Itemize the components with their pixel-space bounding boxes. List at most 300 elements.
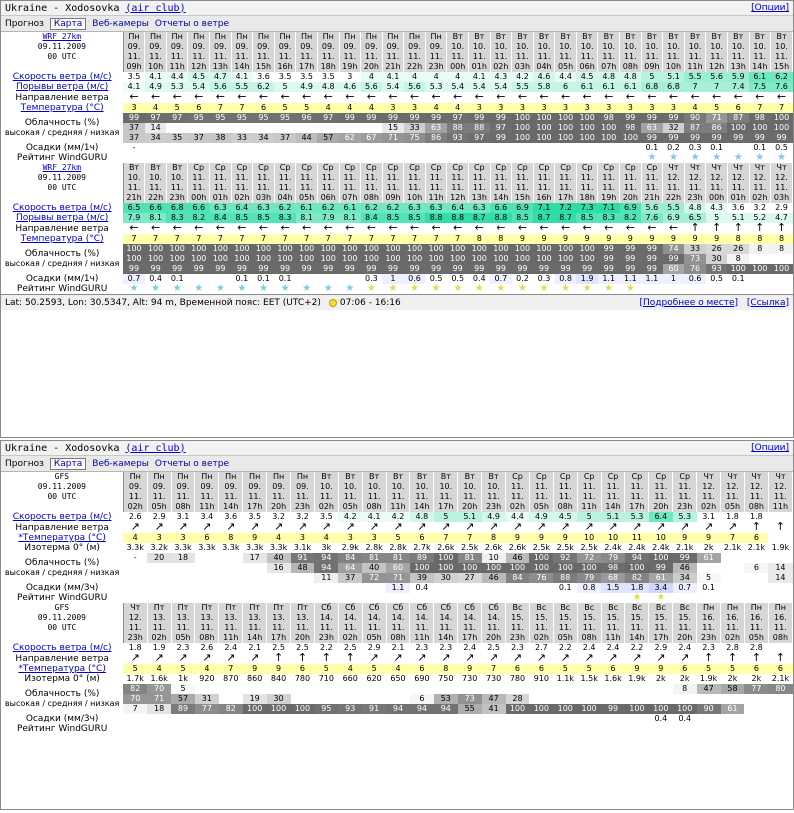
wind-direction-cell	[553, 522, 577, 533]
place-details-link[interactable]: [Подробнее о месте]	[639, 297, 739, 308]
model-link[interactable]: WRF 27km	[42, 163, 82, 172]
header-row-run-hour	[1, 623, 793, 633]
clouds-cell: 100	[410, 563, 434, 573]
header-cell: 11.	[434, 492, 458, 502]
header-cell: 11.	[253, 183, 275, 193]
precip-cell	[771, 274, 793, 284]
wind-direction-label: Направление ветра	[1, 653, 123, 664]
header-cell: Вт	[706, 32, 728, 42]
clouds-cell: 99	[425, 264, 447, 274]
air-club-link-1[interactable]: (air club)	[125, 2, 186, 14]
temperature-cell: 8	[219, 533, 243, 543]
temperature-cell: 5	[577, 664, 601, 674]
clouds-cell	[768, 694, 792, 704]
header-cell: 07h	[339, 193, 361, 203]
clouds-cell: 72	[577, 553, 601, 563]
clouds-cell: 100	[553, 563, 577, 573]
rating-cell	[601, 593, 625, 603]
header-cell: 11.	[253, 52, 275, 62]
wind-direction-cell	[188, 223, 210, 234]
clouds-cell: 99	[361, 264, 383, 274]
rating-star-icon: ★	[237, 284, 247, 294]
isotherm-cell: 1.7k	[126, 674, 144, 683]
menu-item-wind-reports-2[interactable]: Отчеты о ветре	[154, 458, 229, 469]
clouds-cell: 100	[253, 254, 275, 264]
clouds-cell: 100	[555, 113, 577, 123]
wind-direction-arrow-icon: ↑	[775, 653, 786, 664]
clouds-cell	[243, 573, 267, 583]
clouds-cell: 100	[533, 113, 555, 123]
header-cell: 07h	[598, 62, 620, 72]
clouds-cell	[195, 684, 219, 694]
isotherm-cell: 3.1k	[293, 543, 312, 552]
precip-cell	[339, 274, 361, 284]
temperature-cell: 6	[253, 103, 275, 113]
header-cell: 02h	[529, 633, 553, 643]
wind-direction-cell	[253, 223, 275, 234]
wind-direction-cell	[641, 92, 663, 103]
wind-direction-cell	[697, 653, 721, 664]
clouds-cell: 100	[555, 123, 577, 133]
header-cell: Ср	[620, 163, 642, 173]
rating-cell	[145, 284, 167, 294]
rating-cell	[468, 153, 490, 163]
clouds-cell: 72	[362, 573, 386, 583]
clouds-cell	[749, 254, 771, 264]
header-cell: 11.	[296, 183, 318, 193]
header-cell: 10.	[533, 42, 555, 52]
header-row-run-date	[1, 173, 793, 183]
clouds-cell: 99	[512, 264, 534, 274]
rating-cell	[382, 284, 404, 294]
header-cell: 11.	[749, 52, 771, 62]
header-cell: 17h	[625, 502, 649, 512]
clouds-cell: 100	[188, 254, 210, 264]
clouds-cell	[529, 694, 553, 704]
precip-cell	[458, 583, 482, 593]
header-cell: 11.	[382, 52, 404, 62]
clouds-cell: 62	[339, 133, 361, 143]
header-cell: 11.	[727, 52, 749, 62]
rating-cell	[274, 284, 296, 294]
temperature-cell: 4	[361, 103, 383, 113]
clouds-cell	[243, 684, 267, 694]
rating-cell	[195, 593, 219, 603]
wind-speed-cell: 5	[434, 512, 458, 522]
wind-gusts-cell: 5	[706, 213, 728, 223]
clouds-cell: 94	[410, 704, 434, 714]
header-cell: Вт	[512, 32, 534, 42]
header-cell: Пн	[744, 603, 768, 613]
wind-speed-cell: 6.5	[123, 203, 145, 213]
wind-speed-cell: 2.2	[314, 643, 338, 653]
clouds-cell: 79	[601, 553, 625, 563]
options-link-1[interactable]: [Опции]	[751, 3, 789, 13]
rating-star-icon: ★	[582, 284, 592, 294]
wind-speed-cell: 5	[641, 72, 663, 82]
header-cell: 14.	[434, 613, 458, 623]
menu-item-wind-reports-1[interactable]: Отчеты о ветре	[154, 18, 229, 29]
header-cell: 05h	[362, 633, 386, 643]
wind-direction-cell	[145, 92, 167, 103]
header-cell: Чт	[771, 163, 793, 173]
rating-cell	[219, 593, 243, 603]
header-left-run-hour: 00 UTC	[1, 52, 123, 62]
model-link[interactable]: WRF 27km	[42, 32, 82, 41]
precip-cell	[410, 714, 434, 724]
clouds-cell	[291, 573, 315, 583]
header-cell: 11.	[620, 173, 642, 183]
clouds-cell: 82	[625, 573, 649, 583]
rating-cell	[576, 284, 598, 294]
menu-item-map-1[interactable]: Карта	[50, 18, 86, 30]
rating-cell	[267, 593, 291, 603]
clouds-cell	[253, 123, 275, 133]
wind-speed-label-link[interactable]: Скорость ветра (м/с)	[12, 72, 112, 82]
header-cell: 11.	[601, 492, 625, 502]
temperature-label-link[interactable]: *Температура (°C)	[18, 664, 106, 674]
wind-direction-arrow-icon: ↗	[369, 522, 379, 533]
header-cell: 18h	[576, 193, 598, 203]
header-left-model-name	[1, 32, 123, 42]
wind-direction-cell	[434, 522, 458, 533]
rating-star-icon: ★	[604, 284, 614, 294]
temperature-cell: 3	[147, 533, 171, 543]
precip-cell	[620, 143, 642, 153]
rating-row	[1, 724, 793, 734]
header-cell: Пн	[253, 32, 275, 42]
wind-speed-cell: 2.9	[649, 643, 673, 653]
precip-cell	[425, 143, 447, 153]
wind-gusts-label-link[interactable]: Порывы ветра (м/с)	[15, 213, 109, 223]
header-cell: Вс	[673, 603, 697, 613]
clouds-cell: 95	[314, 704, 338, 714]
header-cell: 18h	[317, 62, 339, 72]
clouds-cell: 84	[506, 573, 530, 583]
clouds-cell: 100	[145, 244, 167, 254]
header-cell: 11.	[555, 52, 577, 62]
rating-cell	[771, 153, 793, 163]
temperature-label-link[interactable]: *Температура (°C)	[18, 533, 106, 543]
header-cell: 11.	[529, 492, 553, 502]
header-cell: 11h	[386, 502, 410, 512]
menu-item-forecast-2[interactable]: Прогноз	[5, 458, 44, 469]
header-cell: 11h	[410, 633, 434, 643]
header-cell: Ср	[512, 163, 534, 173]
header-cell: 15h	[771, 62, 793, 72]
wind-speed-cell: 6.9	[620, 203, 642, 213]
header-cell: 11.	[274, 173, 296, 183]
wind-speed-label-link[interactable]: Скорость ветра (м/с)	[12, 512, 112, 522]
clouds-cell: 100	[625, 704, 649, 714]
wind-direction-cell	[361, 92, 383, 103]
temperature-cell: 5	[553, 664, 577, 674]
header-cell: 12.	[697, 482, 721, 492]
clouds-cell: 94	[434, 704, 458, 714]
clouds-cell: 100	[727, 123, 749, 133]
wind-gusts-label-link[interactable]: Порывы ветра (м/с)	[15, 82, 109, 92]
wind-gusts-cell: 7.9	[317, 213, 339, 223]
wind-gusts-cell: 5.4	[468, 82, 490, 92]
temperature-cell: 5	[362, 664, 386, 674]
clouds-cell: 99	[673, 553, 697, 563]
wind-gusts-cell: 5.5	[231, 82, 253, 92]
wind-direction-cell	[339, 92, 361, 103]
header-cell: 03h	[512, 62, 534, 72]
wind-direction-arrow-icon: ↗	[417, 653, 427, 664]
wind-direction-arrow-icon: ↗	[154, 522, 164, 533]
header-cell: 09.	[404, 42, 426, 52]
clouds-cell: 99	[166, 264, 188, 274]
wind-speed-cell: 2.5	[482, 643, 506, 653]
header-cell: 11.	[625, 623, 649, 633]
clouds-cell: 100	[253, 244, 275, 254]
wind-direction-cell	[490, 92, 512, 103]
wind-direction-cell	[267, 653, 291, 664]
clouds-cell	[147, 563, 171, 573]
clouds-cell: 100	[576, 244, 598, 254]
rating-cell	[243, 724, 267, 734]
clouds-cell: 99	[641, 133, 663, 143]
header-cell: 04h	[274, 193, 296, 203]
header-cell: 11.	[577, 482, 601, 492]
rating-cell	[231, 284, 253, 294]
clouds-cell: 100	[490, 254, 512, 264]
wind-speed-cell: 4.1	[468, 72, 490, 82]
wind-direction-arrow-icon: ←	[647, 92, 657, 103]
clouds-cell: 100	[512, 133, 534, 143]
wind-speed-cell: 2.6	[195, 643, 219, 653]
header-cell: Чт	[697, 472, 721, 482]
clouds-cell	[434, 684, 458, 694]
wind-gusts-cell: 5.8	[533, 82, 555, 92]
clouds-cell: 99	[145, 264, 167, 274]
wind-speed-cell: 2.3	[506, 643, 530, 653]
precip-cell: 0.8	[577, 583, 601, 593]
header-cell: Ср	[468, 163, 490, 173]
rating-cell	[447, 284, 469, 294]
precip-label: Осадки (мм/3ч)	[1, 583, 123, 593]
header-cell: 11.	[147, 623, 171, 633]
rating-cell	[410, 593, 434, 603]
clouds-cell: 14	[768, 563, 792, 573]
menu-item-webcams-2[interactable]: Веб-камеры	[92, 458, 149, 469]
header-cell: 15.	[529, 613, 553, 623]
wind-direction-cell	[512, 92, 534, 103]
rating-cell	[447, 153, 469, 163]
wind-direction-cell	[410, 522, 434, 533]
clouds-cell	[274, 123, 296, 133]
precip-cell	[231, 143, 253, 153]
isotherm-label: Изотерма 0° (м)	[1, 674, 123, 684]
rating-label: Рейтинг WindGURU	[1, 284, 123, 294]
header-cell: 08h	[577, 633, 601, 643]
header-left-hours	[1, 62, 123, 72]
clouds-cell: 100	[404, 254, 426, 264]
clouds-cell: 100	[425, 254, 447, 264]
wind-direction-arrow-icon: ↗	[441, 653, 451, 664]
rating-star-icon: ★	[323, 284, 333, 294]
wind-direction-label: Направление ветра	[1, 92, 123, 103]
header-cell: 14.	[410, 613, 434, 623]
rating-cell	[641, 153, 663, 163]
temperature-cell: 9	[663, 234, 685, 244]
options-link-2[interactable]: [Опции]	[751, 443, 789, 453]
clouds-cell: 88	[468, 123, 490, 133]
header-cell: 12.	[663, 173, 685, 183]
header-cell: 09.	[243, 482, 267, 492]
wind-gusts-cell: 5.4	[447, 82, 469, 92]
header-cell: Пн	[425, 32, 447, 42]
header-cell: 10.	[576, 42, 598, 52]
isotherm-cell: 2k	[751, 674, 762, 683]
temperature-label-link[interactable]: Температура (°C)	[20, 103, 104, 113]
clouds-cell: 67	[361, 133, 383, 143]
header-cell: Вт	[663, 32, 685, 42]
rating-star-icon: ★	[431, 284, 441, 294]
precip-cell	[404, 143, 426, 153]
header-cell: 09.	[253, 42, 275, 52]
precip-cell: 0.2	[512, 274, 534, 284]
isotherm-cell: 750	[438, 674, 454, 683]
header-cell: 02h	[338, 633, 362, 643]
precip-cell	[243, 583, 267, 593]
permalink-link[interactable]: [Ссылка]	[746, 297, 789, 308]
rating-cell	[625, 724, 649, 734]
header-cell: Вс	[506, 603, 530, 613]
header-cell: Чт	[684, 163, 706, 173]
clouds-cell	[317, 123, 339, 133]
clouds-cell: 81	[458, 553, 482, 563]
precip-cell	[601, 714, 625, 724]
wind-direction-cell	[314, 522, 338, 533]
wind-direction-arrow-icon: ↑	[690, 223, 700, 234]
air-club-link-2[interactable]: (air club)	[125, 442, 186, 454]
precip-cell: 0.1	[706, 143, 728, 153]
menu-item-webcams-1[interactable]: Веб-камеры	[92, 18, 149, 29]
precip-cell: 0.1	[727, 274, 749, 284]
header-cell: 15.	[673, 613, 697, 623]
wind-speed-cell: 4.7	[210, 72, 232, 82]
clouds-cell: 100	[598, 133, 620, 143]
wind-speed-label-link[interactable]: Скорость ветра (м/с)	[12, 643, 112, 653]
forecast-table	[1, 32, 793, 163]
header-cell: Вт	[410, 472, 434, 482]
clouds-cell: 96	[296, 113, 318, 123]
header-cell: 03h	[253, 193, 275, 203]
wind-direction-cell	[404, 92, 426, 103]
clouds-cell: 73	[458, 694, 482, 704]
temperature-cell: 3	[468, 103, 490, 113]
wind-direction-arrow-icon: ←	[755, 92, 765, 103]
precip-cell	[296, 274, 318, 284]
header-cell: Пт	[291, 603, 315, 613]
isotherm-cell: 2.9k	[341, 543, 359, 552]
precip-cell	[188, 143, 210, 153]
menu-item-forecast-1[interactable]: Прогноз	[5, 18, 44, 29]
wind-direction-arrow-icon: ←	[388, 223, 398, 234]
precip-cell	[625, 714, 649, 724]
wind-gusts-row	[1, 82, 793, 92]
header-cell: 11.	[361, 173, 383, 183]
wind-direction-arrow-icon: ↑	[776, 223, 787, 234]
wind-direction-arrow-icon: ←	[496, 223, 506, 234]
isotherm-cell: 1.1k	[556, 674, 574, 683]
window-title-2: Ukraine - Xodosovka	[5, 442, 120, 454]
header-cell: 11.	[673, 492, 697, 502]
wind-gusts-cell: 8.1	[296, 213, 318, 223]
rating-cell	[533, 153, 555, 163]
wind-direction-cell	[243, 653, 267, 664]
rating-cell	[673, 724, 697, 734]
wind-speed-label-link[interactable]: Скорость ветра (м/с)	[12, 203, 112, 213]
temperature-cell: 9	[684, 234, 706, 244]
rating-cell	[663, 284, 685, 294]
wind-speed-cell: 4	[361, 72, 383, 82]
wind-speed-cell: 4.1	[231, 72, 253, 82]
wind-direction-cell	[601, 653, 625, 664]
wind-direction-arrow-icon: ←	[733, 92, 743, 103]
wind-speed-cell: 4.5	[576, 72, 598, 82]
wind-gusts-cell: 7.6	[641, 213, 663, 223]
wind-speed-cell: 7.3	[576, 203, 598, 213]
wind-speed-cell: 6.2	[771, 72, 793, 82]
header-cell: Ср	[641, 163, 663, 173]
wind-speed-cell: 4.1	[382, 72, 404, 82]
temperature-cell: 7	[145, 234, 167, 244]
wind-direction-row	[1, 653, 793, 664]
header-cell: 17h	[458, 633, 482, 643]
wind-direction-cell	[529, 522, 553, 533]
wind-gusts-cell: 8.5	[253, 213, 275, 223]
wind-direction-arrow-icon: ↗	[154, 653, 164, 664]
clouds-cell: 46	[673, 563, 697, 573]
header-cell: 09h	[382, 193, 404, 203]
wind-direction-arrow-icon: ←	[582, 223, 592, 234]
header-cell: 11.	[598, 183, 620, 193]
header-cell: Вт	[727, 32, 749, 42]
header-cell: Вт	[771, 32, 793, 42]
wind-direction-cell	[673, 653, 697, 664]
wind-gusts-cell: 4.9	[145, 82, 167, 92]
precip-cell	[361, 143, 383, 153]
wind-direction-label: Направление ветра	[1, 223, 123, 234]
header-cell: 11.	[296, 52, 318, 62]
header-cell: 09.	[382, 42, 404, 52]
clouds-cell: 27	[458, 573, 482, 583]
header-cell: 02h	[314, 502, 338, 512]
clouds-cell: 38	[210, 133, 232, 143]
wind-direction-cell	[338, 522, 362, 533]
clouds-row	[1, 684, 793, 694]
temperature-label-link[interactable]: Температура (°C)	[20, 234, 104, 244]
clouds-cell: 99	[425, 113, 447, 123]
clouds-cell: 32	[663, 123, 685, 133]
wind-direction-cell	[706, 92, 728, 103]
menu-item-map-2[interactable]: Карта	[50, 458, 86, 470]
header-cell: 11.	[490, 52, 512, 62]
temperature-cell: 3	[404, 103, 426, 113]
rating-cell	[253, 153, 275, 163]
temperature-cell: 9	[598, 234, 620, 244]
clouds-cell	[166, 123, 188, 133]
clouds-cell: 100	[382, 254, 404, 264]
wind-speed-cell: 2.7	[529, 643, 553, 653]
wind-gusts-cell: 8.1	[339, 213, 361, 223]
wind-speed-cell: 2.4	[458, 643, 482, 653]
rating-cell	[147, 593, 171, 603]
rating-cell	[219, 724, 243, 734]
